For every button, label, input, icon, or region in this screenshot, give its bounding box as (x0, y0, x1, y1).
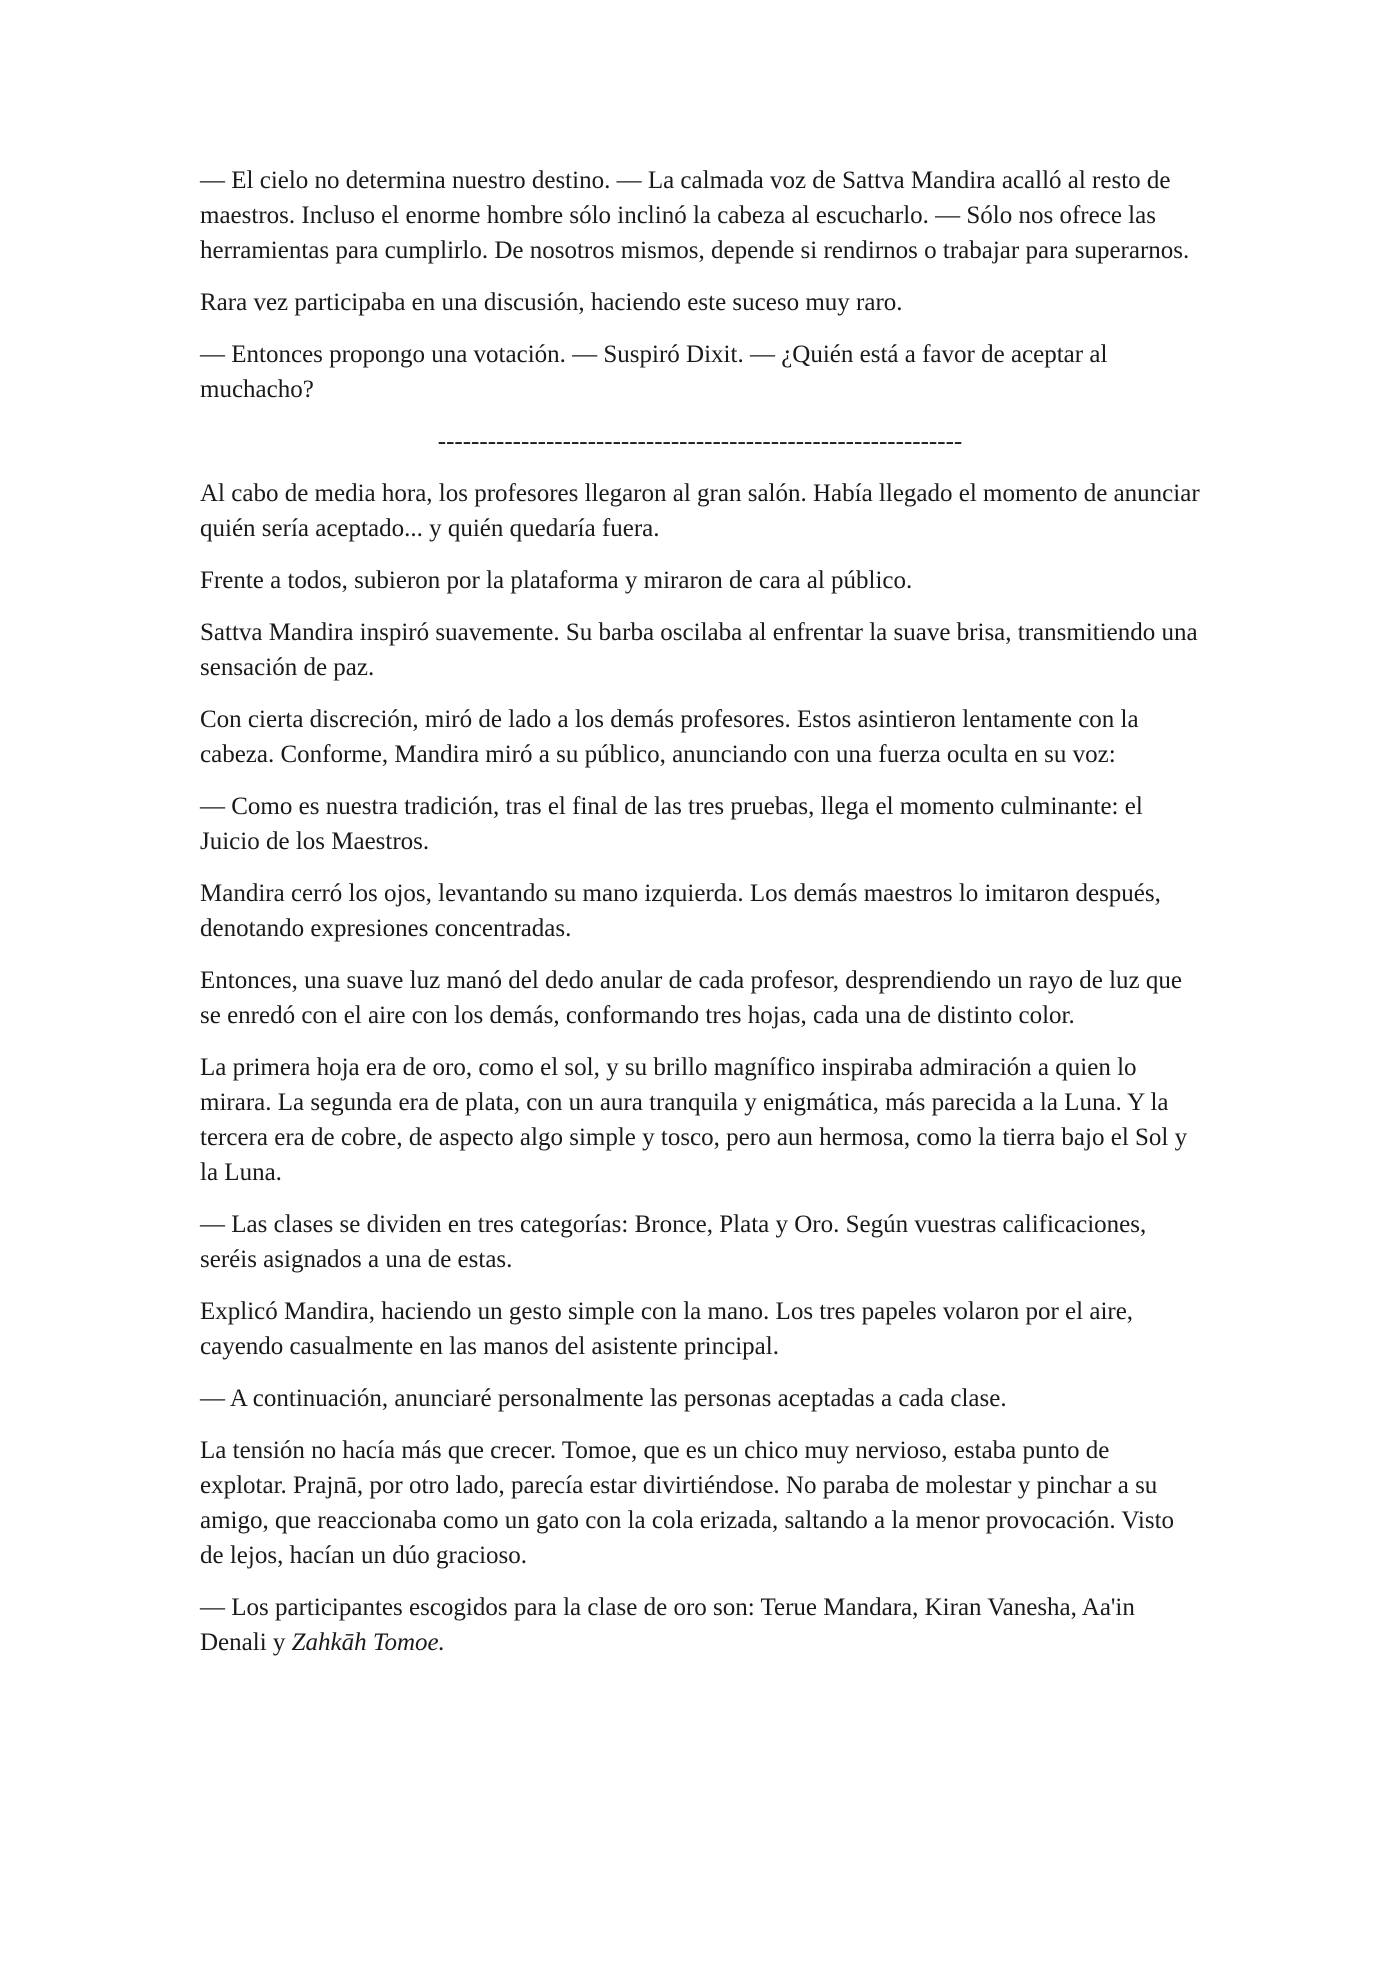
paragraph-4: Al cabo de media hora, los profesores llegaron al gran salón. Había llegado el momento de anunciar quién sería aceptado... y quién quedaría fuera. (200, 480, 1200, 542)
document-page (200, 163, 1200, 1677)
paragraph-13: Explicó Mandira, haciendo un gesto simple con la mano. Los tres papeles volaron por el aire, cayendo casualmente en las manos del asistente principal. (200, 1298, 1134, 1360)
paragraph-7: Con cierta discreción, miró de lado a los demás profesores. Estos asintieron lentamente con la cabeza. Conforme, Mandira miró a su público, anunciando con una fuerza oculta en su voz: (200, 706, 1139, 768)
paragraph-10: Entonces, una suave luz manó del dedo anular de cada profesor, desprendiendo un rayo de luz que se enredó con el aire con los demás, conformando tres hojas, cada una de distinto color. (200, 967, 1182, 1029)
paragraph-9: Mandira cerró los ojos, levantando su mano izquierda. Los demás maestros lo imitaron después, denotando expresiones concentradas. (200, 880, 1161, 942)
paragraph-15: La tensión no hacía más que crecer. Tomoe, que es un chico muy nervioso, estaba punto de explotar. Prajnā, por otro lado, parecía estar divirtiéndose. No paraba de molestar y pinchar a su amigo, que reaccionaba como un gato con la cola erizada, saltando a la menor provocación. Visto de lejos, hacían un dúo gracioso. (200, 1437, 1175, 1569)
paragraph-16-emphasis: Zahkāh Tomoe. (291, 1629, 445, 1656)
paragraph-16-text: — Los participantes escogidos para la clase de oro son: Terue Mandara, Kiran Vanesha, Aa'in Denali y (200, 1594, 1135, 1656)
paragraph-12: — Las clases se dividen en tres categorías: Bronce, Plata y Oro. Según vuestras calificaciones, seréis asignados a una de estas. (200, 1211, 1147, 1273)
paragraph-8: — Como es nuestra tradición, tras el final de las tres pruebas, llega el momento culminante: el Juicio de los Maestros. (200, 793, 1143, 855)
paragraph-2: Rara vez participaba en una discusión, haciendo este suceso muy raro. (200, 289, 903, 316)
paragraph-5: Frente a todos, subieron por la plataforma y miraron de cara al público. (200, 567, 913, 594)
paragraph-1: — El cielo no determina nuestro destino. — La calmada voz de Sattva Mandira acalló al resto de maestros. Incluso el enorme hombre sólo inclinó la cabeza al escucharlo. — Sólo nos ofrece las herramientas para cumplirlo. De nosotros mismos, depende si rendirnos o trabajar para superarnos. (200, 167, 1190, 264)
paragraph-3: — Entonces propongo una votación. — Suspiró Dixit. — ¿Quién está a favor de aceptar al muchacho? (200, 341, 1108, 403)
paragraph-16 (200, 1590, 1200, 1660)
paragraph-6: Sattva Mandira inspiró suavemente. Su barba oscilaba al enfrentar la suave brisa, transmitiendo una sensación de paz. (200, 619, 1198, 681)
paragraph-14: — A continuación, anunciaré personalmente las personas aceptadas a cada clase. (200, 1385, 1007, 1412)
paragraph-11: La primera hoja era de oro, como el sol, y su brillo magnífico inspiraba admiración a quien lo mirara. La segunda era de plata, con un aura tranquila y enigmática, más parecida a la Luna. Y la tercera era de cobre, de aspecto algo simple y tosco, pero aun hermosa, como la tierra bajo el Sol y la Luna. (200, 1054, 1188, 1186)
scene-separator: --------------------------------------------------------------- (437, 428, 963, 455)
